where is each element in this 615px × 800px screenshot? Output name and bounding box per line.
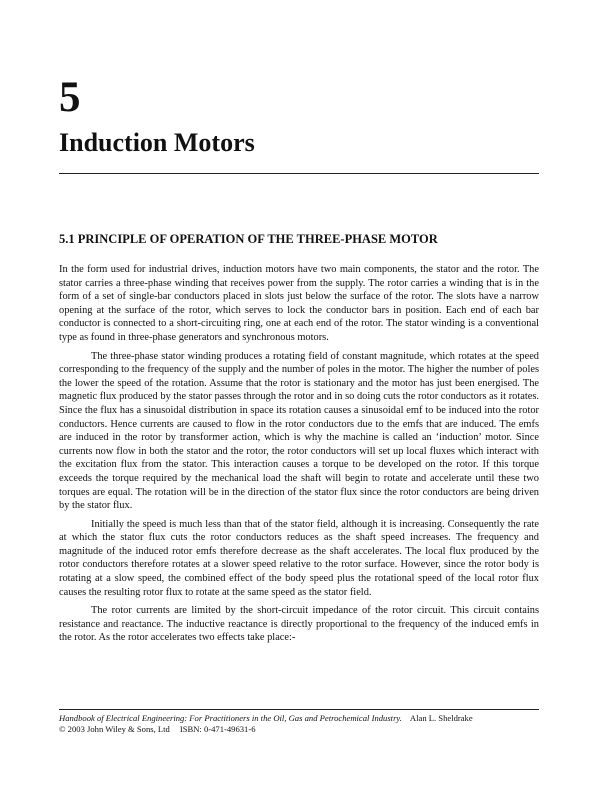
copyright: © 2003 John Wiley & Sons, Ltd xyxy=(59,724,170,734)
chapter-number: 5 xyxy=(59,74,81,121)
author: Alan L. Sheldrake xyxy=(409,713,473,723)
footer-divider xyxy=(59,709,539,710)
chapter-title: Induction Motors xyxy=(59,128,255,157)
title-divider xyxy=(59,173,539,174)
body-text xyxy=(59,263,539,650)
section-heading: 5.1 PRINCIPLE OF OPERATION OF THE THREE-PHASE MOTOR xyxy=(59,232,438,246)
paragraph-3: Initially the speed is much less than that of the stator field, although it is increasing. Consequently the rate at which the stator flux cuts the rotor conductors reduces as the shaft speed increases. The frequency and magnitude of the induced rotor emfs therefore decrease as the shaft accelerates. The local flux produced by the rotor conductors therefore rotates at a slower speed relative to the rotor surface. However, since the rotor body is rotating at a slow speed, the combined effect of the body speed plus the rotational speed of the local rotor flux causes the resulting rotor flux to rotate at the same speed as the stator field. xyxy=(59,518,539,598)
footer xyxy=(59,713,539,735)
footer-line-2 xyxy=(59,724,539,735)
book-title: Handbook of Electrical Engineering: For Practitioners in the Oil, Gas and Petrochemical Industry. xyxy=(59,713,402,723)
isbn: ISBN: 0-471-49631-6 xyxy=(179,724,256,734)
paragraph-2: The three-phase stator winding produces a rotating field of constant magnitude, which rotates at the speed corresponding to the frequency of the supply and the number of poles in the motor. The higher the number of poles the lower the speed of the rotation. Assume that the rotor is stationary and the motor has just been energised. The magnetic flux produced by the stator passes through the rotor and in so doing cuts the rotor conductors as it rotates. Since the flux has a sinusoidal distribution in space its rotation causes a sinusoidal emf to be induced into the rotor conductors. Hence currents are caused to flow in the rotor conductors due to the emfs that are induced. The emfs are induced in the rotor by transformer action, which is why the machine is called an ‘induction’ motor. Since currents now flow in both the stator and the rotor, the rotor conductors will set up local fluxes which interact with the excitation flux from the stator. This interaction causes a torque to be developed on the rotor. If this torque exceeds the torque required by the mechanical load the shaft will begin to rotate and accelerate until these two torques are equal. The rotation will be in the direction of the stator flux since the rotor conductors are being driven by the stator flux. xyxy=(59,350,539,512)
paragraph-1: In the form used for industrial drives, induction motors have two main components, the stator and the rotor. The stator carries a three-phase winding that receives power from the supply. The rotor carries a winding that is in the form of a set of single-bar conductors placed in slots just below the surface of the rotor. The slots have a narrow opening at the surface of the rotor, which serves to lock the conductor bars in position. Each end of each bar conductor is connected to a short-circuiting ring, one at each end of the rotor. The stator winding is a conventional type as found in three-phase generators and synchronous motors. xyxy=(59,264,539,343)
paragraph-4: The rotor currents are limited by the short-circuit impedance of the rotor circuit. This circuit contains resistance and reactance. The inductive reactance is directly proportional to the frequency of the induced emfs in the rotor. As the rotor accelerates two effects take place:- xyxy=(59,605,539,644)
footer-line-1 xyxy=(59,713,539,724)
